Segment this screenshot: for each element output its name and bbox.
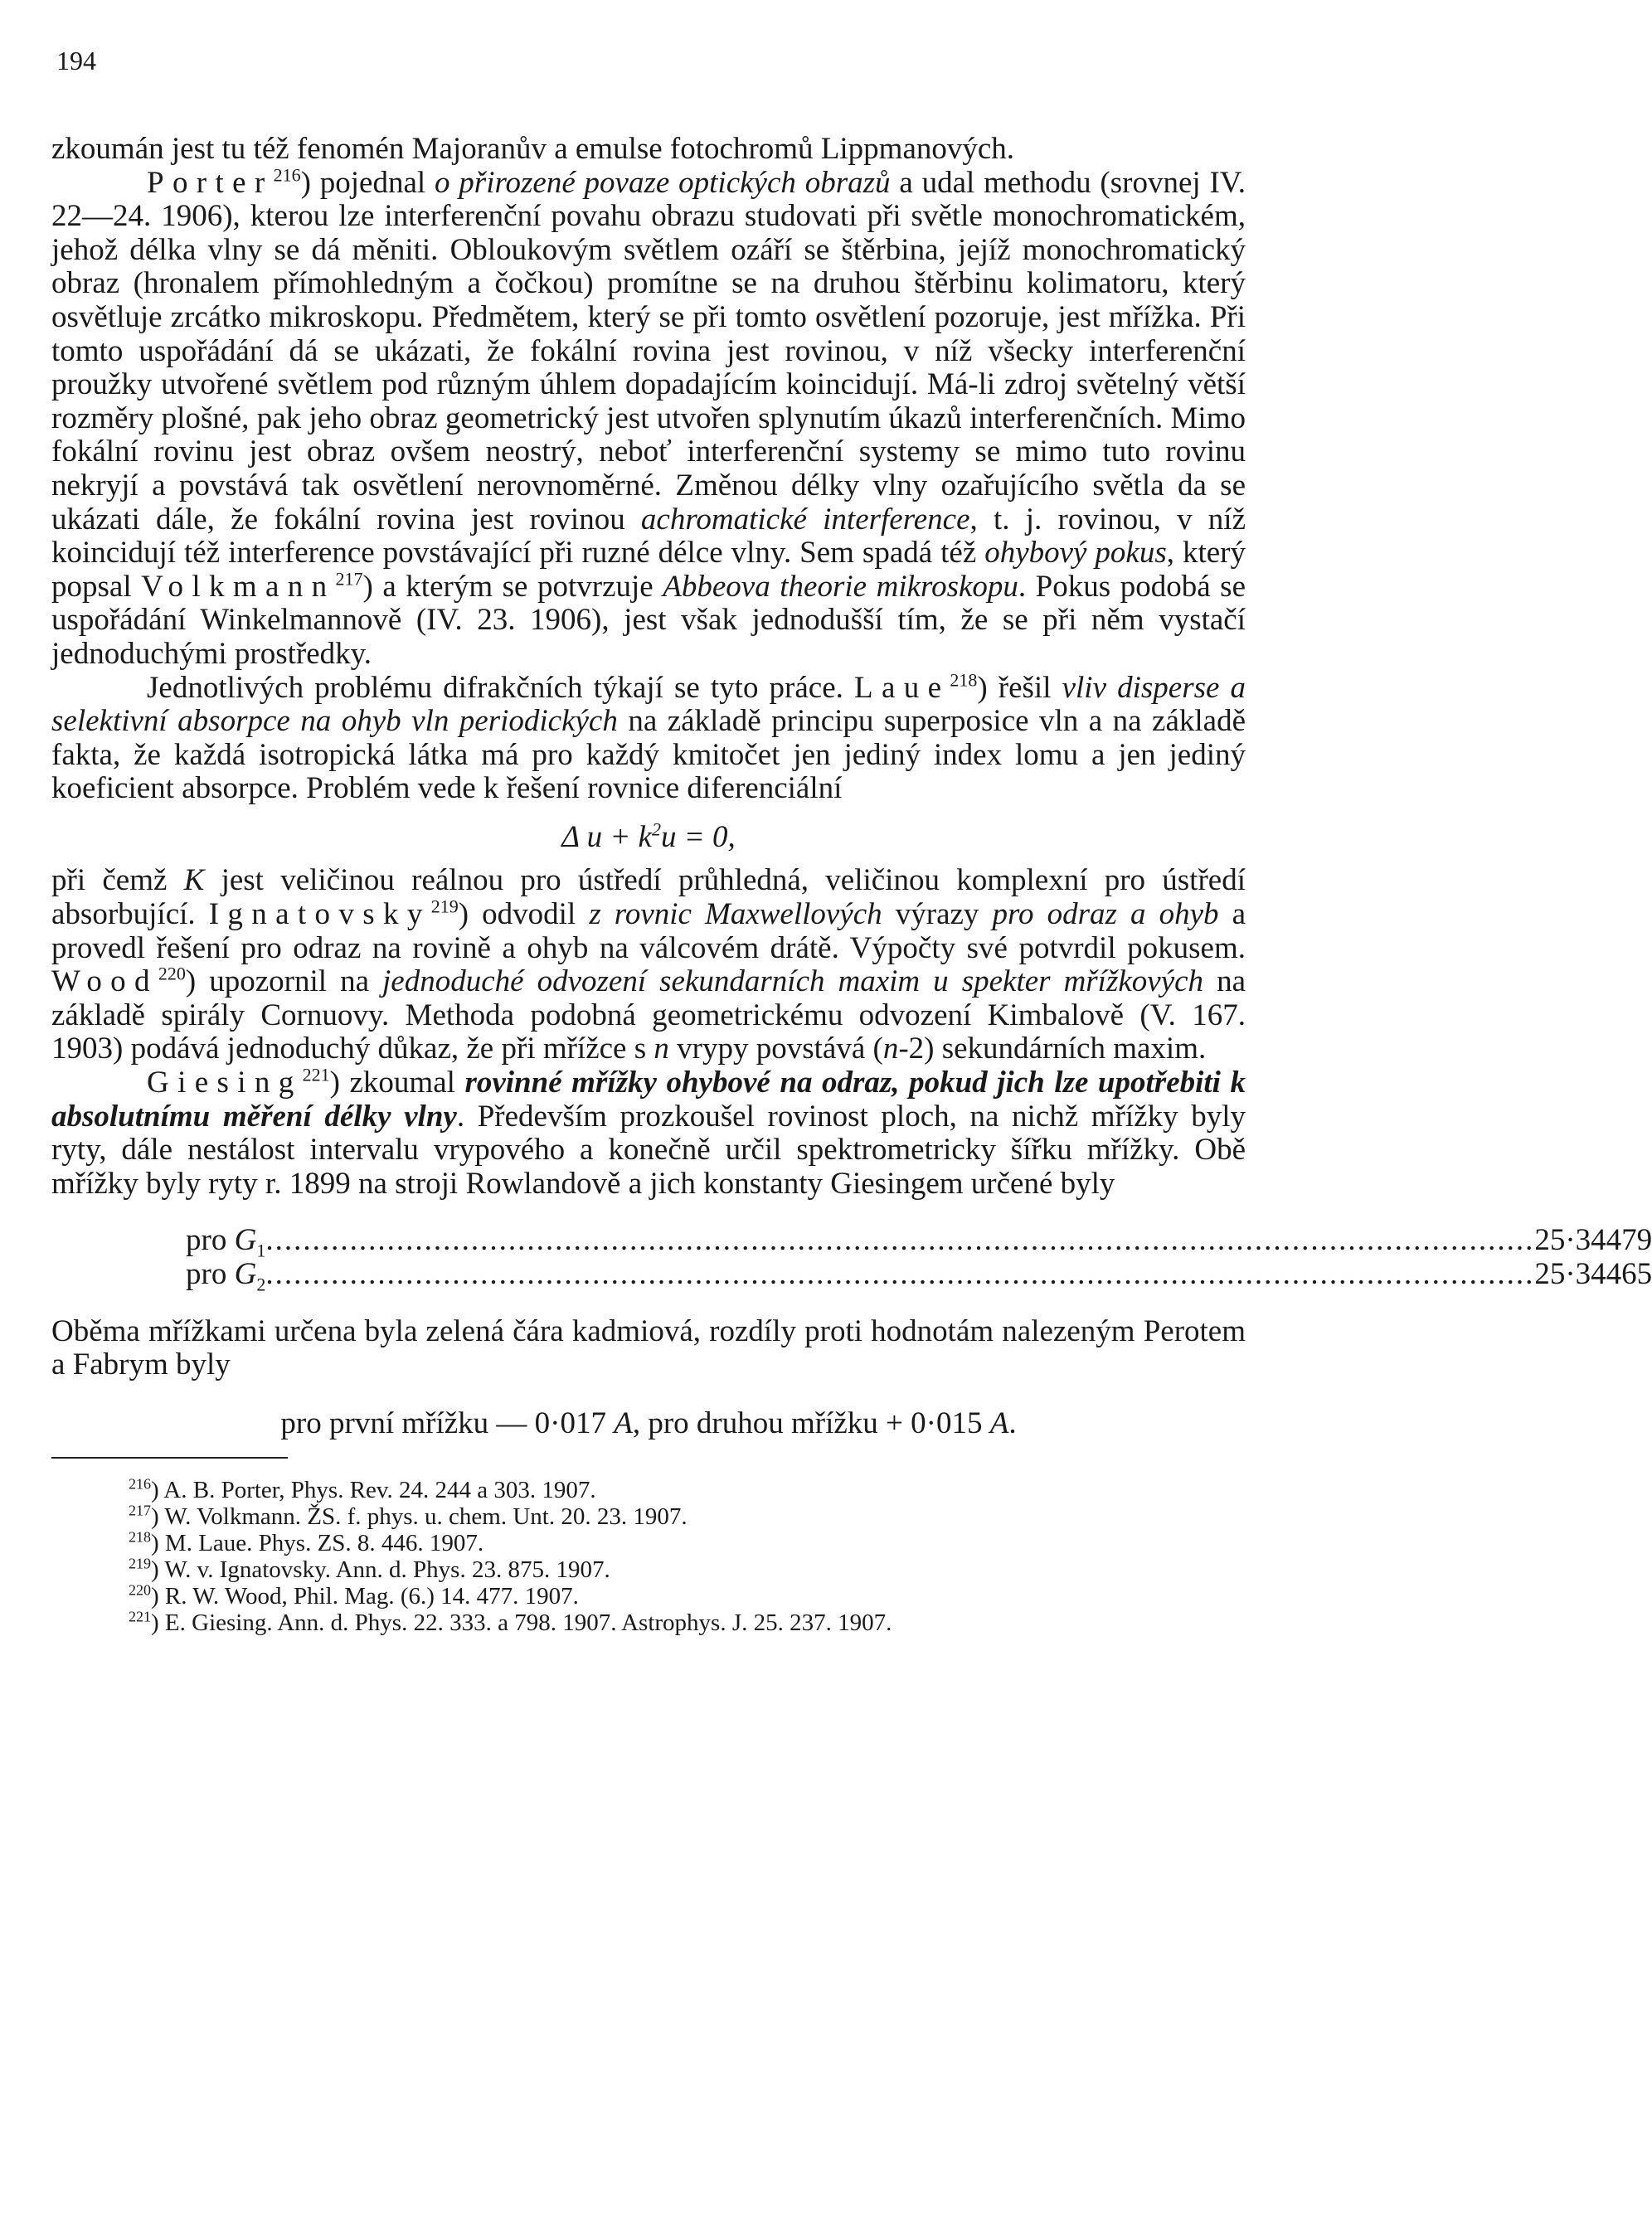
- grating-row: pro $G_2$ ........................................................................................................................................ 25·34465: [186, 1257, 1652, 1295]
- term-ohybovy-pokus: ohybový pokus: [984, 536, 1167, 570]
- author-volkmann: Volkmann: [141, 569, 336, 604]
- variable-k: K: [183, 863, 205, 898]
- author-wood: Wood: [51, 964, 158, 999]
- author-laue: Laue: [853, 670, 950, 705]
- footnotes: [51, 1477, 1246, 1636]
- grating-constants-table: [51, 1223, 1652, 1295]
- grating-row: pro $G_1$ ........................................................................................................................................ 25·34479: [186, 1223, 1652, 1261]
- page-number: 194: [56, 46, 96, 75]
- author-ignatovsky: Ignatovsky: [208, 897, 431, 932]
- paragraph-laue: Jednotlivých problému difrakčních týkají se tyto práce. Laue$^{218}$) řešil vliv disperse a selektivní absorpce na ohyb vln periodických na základě principu superposice vln a na základě fakta, že každá isotropická látka má pro každý kmitočet jen jediný index lomu a jen jediný koeficient absorpce. Problém vede k řešení rovnice diferenciální: [51, 669, 1246, 806]
- equation: Δ $u + k^2u = 0$,: [561, 818, 736, 854]
- paragraph-intro: zkoumán jest tu též fenomén Majoranův a emulse fotochromů Lippmanových.: [51, 132, 1015, 166]
- author-porter: Porter: [147, 165, 274, 200]
- footnote-219: $^{219}$) W. v. Ignatovsky. Ann. d. Phys. 23. 875. 1907.: [129, 1555, 610, 1584]
- footnote-217: $^{217}$) W. Volkmann. ŽS. f. phys. u. chem. Unt. 20. 23. 1907.: [129, 1502, 688, 1531]
- topic-sekundarni-maxima: jednoduché odvození sekundarních maxim u spekter mřížkových: [382, 964, 1204, 999]
- paragraph-cadmium: Oběma mřížkami určena byla zelená čára kadmiová, rozdíly proti hodnotám nalezeným Perotem a Fabrym byly: [51, 1313, 1246, 1382]
- paragraph-giesing: Giesing$^{221}$) zkoumal rovinné mřížky ohybové na odraz, pokud jich lze upotřebiti k absolutnímu měření délky vlny. Především prozkoušel rovinost ploch, na nichž mřížky byly ryty, dále nestálost intervalu vrypového a konečně určil spektrometricky šířku mřížky. Obě mřížky byly ryty r. 1899 na stroji Rowlandově a jich konstanty Giesingem určené byly: [51, 1064, 1246, 1201]
- footnote-220: $^{220}$) R. W. Wood, Phil. Mag. (6.) 14. 477. 1907.: [129, 1581, 579, 1610]
- footnote-ref-218: 218: [950, 669, 978, 691]
- term-achromatic: achromatické interference: [640, 502, 970, 537]
- variable-n-2: n: [882, 1032, 899, 1066]
- term-abbe-theory: Abbeova theorie mikroskopu: [663, 569, 1018, 604]
- topic-giesing: rovinné mřížky ohybové na odraz, pokud jich lze upotřebiti k absolutnímu měření délky vlny: [51, 1066, 1246, 1134]
- cadmium-differences: pro první mřížku — 0·017 A, pro druhou mřížku + 0·015 A.: [280, 1406, 1017, 1440]
- topic-maxwell: z rovnic Maxwellových: [589, 897, 882, 932]
- leader-dots: ........................................................................................................................................: [265, 1223, 1535, 1258]
- footnote-221: $^{221}$) E. Giesing. Ann. d. Phys. 22. 333. a 798. 1907. Astrophys. J. 25. 237. 1907.: [129, 1608, 892, 1637]
- page-body: [51, 132, 1652, 1637]
- leader-dots: ........................................................................................................................................: [265, 1257, 1535, 1291]
- topic-odraz-ohyb: pro odraz a ohyb: [992, 897, 1219, 932]
- grating-constant-value: 25·34465: [1534, 1257, 1652, 1291]
- variable-n: n: [654, 1032, 669, 1066]
- footnote-ref-216: 216: [273, 164, 301, 186]
- topic-porter: o přirozené povaze optických obrazů: [434, 165, 891, 200]
- paragraph-porter: Porter$^{216}$) pojednal o přirozené povaze optických obrazů a udal methodu (srovnej IV. 22—24. 1906), kterou lze interferenční povahu obrazu studovati při světle monochromatickém, jehož délka vlny se dá měniti. Obloukovým světlem ozáří se štěrbina, jejíž monochromatický obraz (hronalem přímohledným a čočkou) promítne se na druhou štěrbinu kolimatoru, který osvětluje zrcátko mikroskopu. Předmětem, který se při tomto osvětlení pozoruje, jest mřížka. Při tomto uspořádání dá se ukázati, že fokální rovina jest rovinou, v níž všecky interferenční proužky utvořené světlem pod různým úhlem dopadajícím koincidují. Má-li zdroj světelný větší rozměry plošné, pak jeho obraz geometrický jest utvořen splynutím úkazů interferenčních. Mimo fokální rovinu jest obraz ovšem neostrý, neboť interferenční systemy se mimo tuto rovinu nekryjí a povstává tak osvětlení nerovnoměrné. Změnou délky vlny ozařujícího světla da se ukázati dále, že fokální rovina jest rovinou achromatické interference, t. j. rovinou, v níž koincidují též interference povstávající při ruzné délce vlny. Sem spadá též ohybový pokus, který popsal Volkmann$^{217}$) a kterým se potvrzuje Abbeova theorie mikroskopu. Pokus podobá se uspořádání Winkelmannově (IV. 23. 1906), jest však jednodušší tím, že se při něm vystačí jednoduchými prostředky.: [51, 164, 1246, 671]
- footnote-ref-217: 217: [335, 568, 363, 590]
- footnote-218: $^{218}$) M. Laue. Phys. ZS. 8. 446. 1907.: [129, 1528, 484, 1557]
- footnote-ref-221: 221: [302, 1064, 330, 1085]
- grating-constant-value: 25·34479: [1534, 1223, 1652, 1258]
- footnote-divider: [51, 1457, 288, 1459]
- author-giesing: Giesing: [147, 1066, 303, 1100]
- topic-laue: vliv disperse a selektivní absorpce na ohyb vln periodických: [51, 670, 1246, 739]
- footnote-216: $^{216}$) A. B. Porter, Phys. Rev. 24. 244 a 303. 1907.: [129, 1475, 596, 1504]
- footnote-ref-219: 219: [430, 896, 459, 917]
- paragraph-ignatovsky-wood: při čemž K jest veličinou reálnou pro ústředí průhledná, veličinou komplexní pro ústředí absorbující. Ignatovsky$^{219}$) odvodil z rovnic Maxwellových výrazy pro odraz a ohyb a provedl řešení pro odraz na rovině a ohyb na válcovém drátě. Výpočty své potvrdil pokusem. Wood$^{220}$) upozornil na jednoduché odvození sekundarních maxim u spekter mřížkových na základě spirály Cornuovy. Methoda podobná geometrickému odvození Kimbalově (V. 167. 1903) podává jednoduchý důkaz, že při mřížce s n vrypy povstává (n-2) sekundárních maxim.: [51, 863, 1246, 1066]
- footnote-ref-220: 220: [158, 963, 186, 984]
